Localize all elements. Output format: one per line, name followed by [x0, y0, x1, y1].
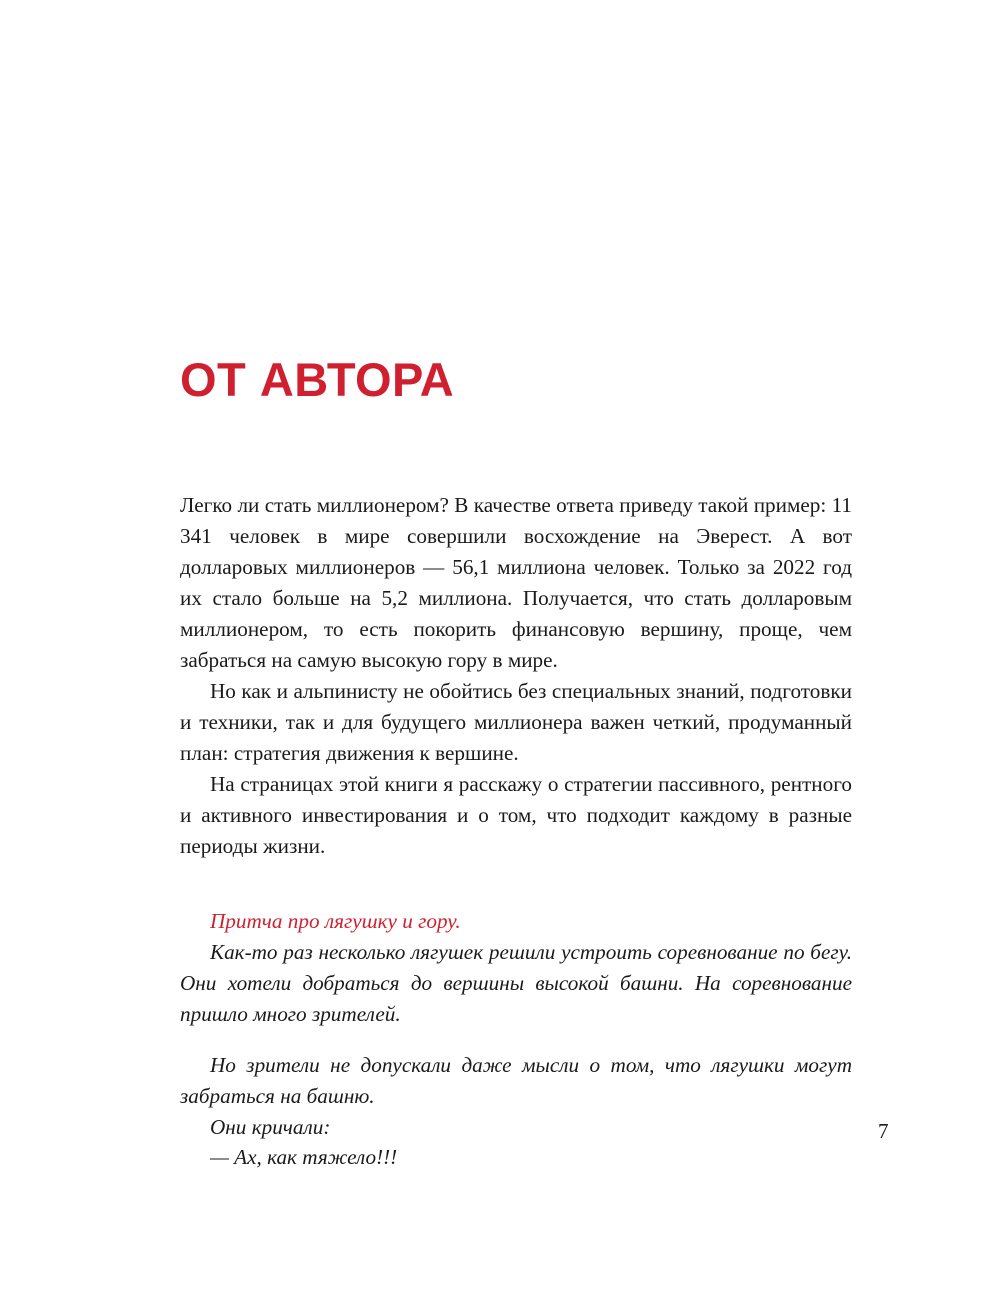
parable-paragraph-2: Но зрители не допускали даже мысли о том, что лягушки могут забраться на башню. — [180, 1052, 852, 1108]
page-content — [180, 355, 852, 1173]
parable-paragraph-3: Они кричали: — [210, 1114, 331, 1139]
page-number: 7 — [878, 1119, 889, 1143]
parable-title: Притча про лягушку и гору. — [210, 908, 461, 933]
parable-paragraph-4: — Ах, как тяжело!!! — [210, 1145, 398, 1170]
page-title: ОТ АВТОРА — [180, 353, 455, 406]
body-paragraph-2: Но как и альпинисту не обойтись без специальных знаний, подготовки и техники, так и для будущего миллионера важен четкий, продуманный план: стратегия движения к вершине. — [180, 679, 852, 765]
parable-paragraph-1: Как-то раз несколько лягушек решили устроить соревнование по бегу. Они хотели добраться до вершины высокой башни. На соревнование пришло много зрителей. — [180, 939, 852, 1026]
body-paragraph-3: На страницах этой книги я расскажу о стратегии пассивного, рентного и активного инвестирования и о том, что подходит каждому в разные периоды жизни. — [180, 771, 852, 858]
body-paragraph-1: Легко ли стать миллионером? В качестве ответа приведу такой пример: 11 341 человек в мире совершили восхождение на Эверест. А вот долларовых миллионеров — 56,1 миллиона человек. Только за 2022 год их стало больше на 5,2 миллиона. Получается, что стать долларовым миллионером, то есть покорить финансовую вершину, проще, чем забраться на самую высокую гору в мире. — [180, 493, 852, 673]
